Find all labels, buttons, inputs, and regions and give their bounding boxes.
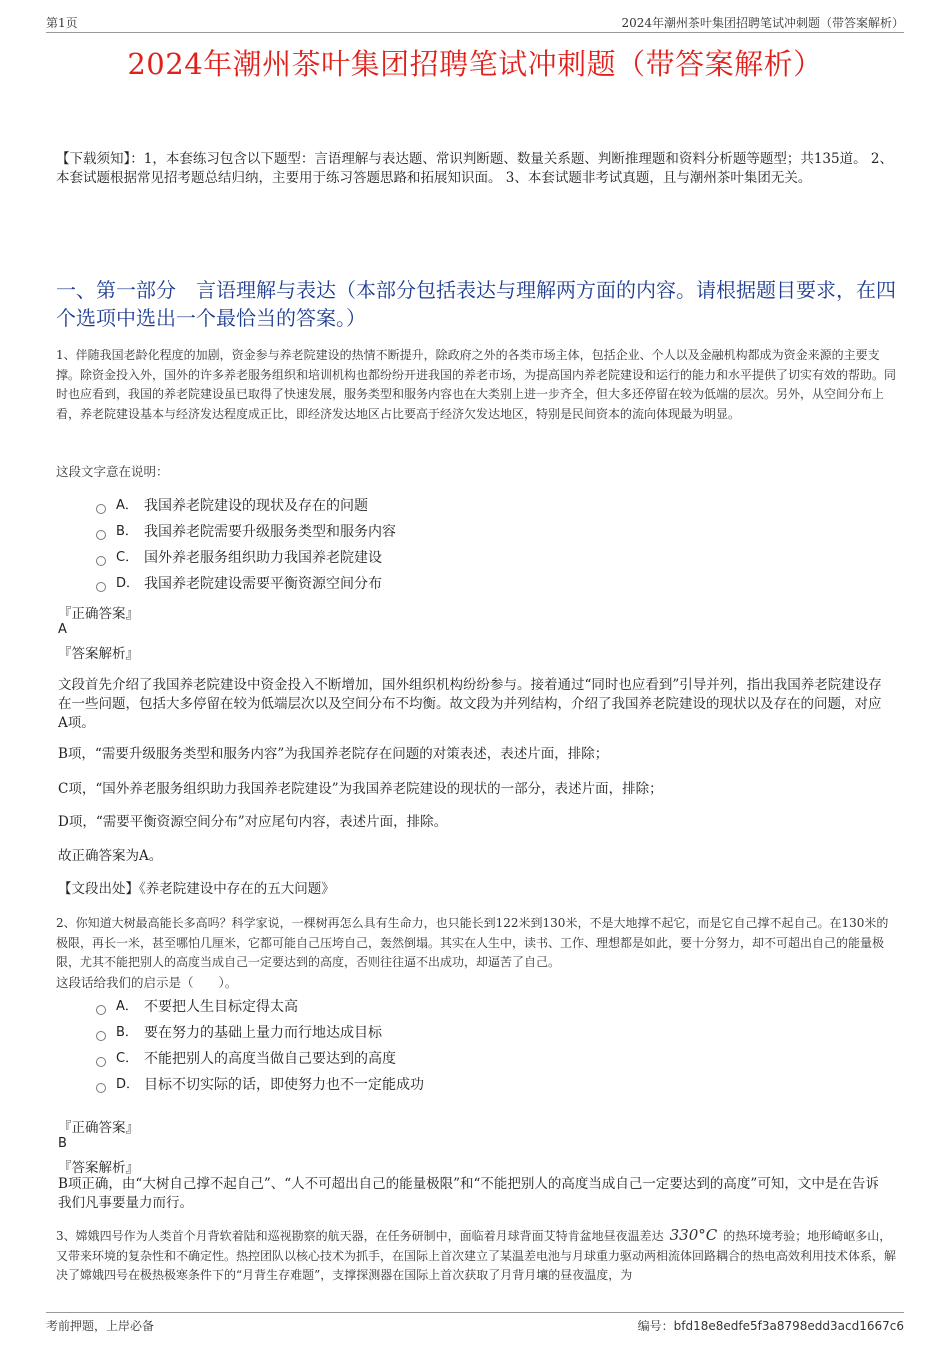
radio-icon[interactable]	[96, 504, 106, 514]
page-number: 第1页	[46, 16, 78, 30]
radio-icon[interactable]	[96, 556, 106, 566]
radio-icon[interactable]	[96, 1005, 106, 1015]
download-notice: 【下载须知】：1，本套练习包含以下题型：言语理解与表达题、常识判断题、数量关系题、判断推理题和资料分析题等题型；共135道。 2、本套试题根据常见招考题总结归纳，主要用于练习答题思路和拓展知识面。 3、本套试题非考试真题，且与潮州茶叶集团无关。	[56, 151, 893, 186]
q1-passage: 1、伴随我国老龄化程度的加剧，资金参与养老院建设的热情不断提升，除政府之外的各类市场主体，包括企业、个人以及金融机构都成为资金来源的主要支撑。除资金投入外，国外的许多养老服务组织和培训机构也都纷纷开进我国的养老市场，为提高国内养老院建设和运行的能力和水平提供了切实有效的帮助。同时也应看到，我国的养老院建设虽已取得了快速发展，服务类型和服务内容也在大类别上进一步齐全，但大多还停留在较为低端的层次。另外，从空间分布上看，养老院建设基本与经济发达程度成正比，即经济发达地区占比要高于经济欠发达地区，特别是民间资本的流向体现最为明显。	[56, 348, 897, 421]
temperature-formula: 330°C	[669, 1226, 718, 1244]
q2-option-c[interactable]: C． 不能把别人的高度当做自己要达到的高度	[96, 1046, 856, 1072]
q1-analysis-conclusion: 故正确答案为A。	[58, 848, 163, 864]
q1-analysis-b: B项，“需要升级服务类型和服务内容”为我国养老院存在问题的对策表述，表述片面，排除；	[58, 746, 609, 762]
radio-icon[interactable]	[96, 530, 106, 540]
q1-option-c[interactable]: C． 国外养老服务组织助力我国养老院建设	[96, 545, 856, 571]
q1-option-b[interactable]: B． 我国养老院需要升级服务类型和服务内容	[96, 519, 856, 545]
document-title: 2024年潮州茶叶集团招聘笔试冲刺题（带答案解析）	[127, 47, 823, 81]
q2-analysis-label: 『答案解析』	[58, 1160, 139, 1176]
page-header	[46, 12, 904, 33]
q1-answer: A	[58, 622, 67, 637]
radio-icon[interactable]	[96, 1057, 106, 1067]
q1-analysis-label: 『答案解析』	[58, 646, 139, 662]
q2-option-d[interactable]: D． 目标不切实际的话，即使努力也不一定能成功	[96, 1072, 856, 1098]
q1-option-d[interactable]: D． 我国养老院建设需要平衡资源空间分布	[96, 571, 856, 597]
q1-analysis-main: 文段首先介绍了我国养老院建设中资金投入不断增加，国外组织机构纷纷参与。接着通过“同时也应看到”引导并列，指出我国养老院建设存在一些问题，包括大多停留在较为低端层次以及空间分布不均衡。故文段为并列结构，介绍了我国养老院建设的现状以及存在的问题，对应A项。	[58, 677, 882, 731]
q2-prompt: 这段话给我们的启示是（ ）。	[56, 975, 238, 990]
page-footer	[46, 1312, 904, 1335]
q1-source: 【文段出处】《养老院建设中存在的五大问题》	[58, 881, 335, 897]
q1-analysis-d: D项，“需要平衡资源空间分布”对应尾句内容，表述片面，排除。	[58, 814, 448, 830]
footer-serial: 编号：bfd18e8edfe5f3a8798edd3acd1667c6	[637, 1319, 904, 1333]
q1-option-a[interactable]: A． 我国养老院建设的现状及存在的问题	[96, 493, 856, 519]
q1-analysis-c: C项，“国外养老服务组织助力我国养老院建设”为我国养老院建设的现状的一部分，表述片面，排除；	[58, 781, 663, 797]
q1-options	[96, 493, 856, 597]
q2-answer: B	[58, 1136, 67, 1151]
radio-icon[interactable]	[96, 1031, 106, 1041]
q1-prompt: 这段文字意在说明：	[56, 464, 169, 479]
q2-passage: 2、你知道大树最高能长多高吗？科学家说，一棵树再怎么具有生命力，也只能长到122米到130米，不是大地撑不起它，而是它自己撑不起自己。在130米的极限，再长一米，甚至哪怕几厘米，它都可能自己压垮自己，轰然倒塌。其实在人生中，读书、工作、理想都是如此，要十分努力，却不可超出自己的能量极限，尤其不能把别人的高度当成自己一定要达到的高度，否则往往逼不出成功，却逼苦了自己。	[56, 916, 889, 969]
q2-option-b[interactable]: B． 要在努力的基础上量力而行地达成目标	[96, 1020, 856, 1046]
q2-option-a[interactable]: A． 不要把人生目标定得太高	[96, 994, 856, 1020]
q2-answer-label: 『正确答案』	[58, 1120, 139, 1136]
section-title: 一、第一部分 言语理解与表达（本部分包括表达与理解两方面的内容。请根据题目要求，在四个选项中选出一个最恰当的答案。）	[56, 278, 896, 330]
radio-icon[interactable]	[96, 1083, 106, 1093]
footer-slogan: 考前押题，上岸必备	[46, 1319, 155, 1333]
q2-analysis: B项正确，由“大树自己撑不起自己”、“人不可超出自己的能量极限”和“不能把别人的高度当成自己一定要达到的高度”可知，文中是在告诉我们凡事要量力而行。	[58, 1176, 879, 1211]
q3-passage: 3、嫦娥四号作为人类首个月背软着陆和巡视勘察的航天器，在任务研制中，面临着月球背面艾特肯盆地昼夜温差达 330°C 的热环境考验；地形崎岖多山，又带来环境的复杂性和不确定性。热控团队以核心技术为抓手，在国际上首次建立了某温差电池与月球重力驱动两相流体回路耦合的热电高效利用技术体系，解决了嫦娥四号在极热极寒条件下的“月背生存难题”，支撑探测器在国际上首次获取了月背月壤的昼夜温度，为	[56, 1226, 897, 1282]
header-doc-title: 2024年潮州茶叶集团招聘笔试冲刺题（带答案解析）	[621, 16, 904, 30]
q1-answer-label: 『正确答案』	[58, 606, 139, 622]
q2-options	[96, 994, 856, 1098]
radio-icon[interactable]	[96, 582, 106, 592]
